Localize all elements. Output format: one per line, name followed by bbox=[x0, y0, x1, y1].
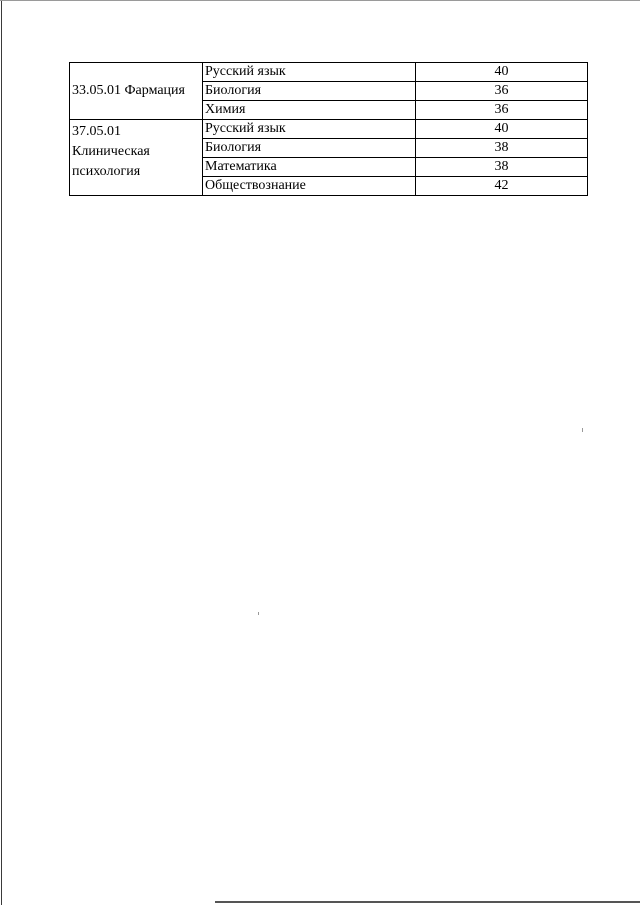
score-cell: 40 bbox=[416, 63, 588, 82]
min-scores-table bbox=[69, 62, 588, 196]
subject-cell: Биология bbox=[203, 82, 416, 101]
subject-cell: Обществознание bbox=[203, 177, 416, 196]
score-cell: 36 bbox=[416, 101, 588, 120]
program-name-line: Клиническая bbox=[72, 144, 150, 159]
scan-speck bbox=[582, 428, 583, 432]
subject-cell: Математика bbox=[203, 158, 416, 177]
page-edge-top bbox=[0, 0, 640, 1]
table-row bbox=[70, 63, 588, 82]
subject-cell: Химия bbox=[203, 101, 416, 120]
score-cell: 42 bbox=[416, 177, 588, 196]
subject-cell: Биология bbox=[203, 139, 416, 158]
program-name: 33.05.01 Фармация bbox=[72, 83, 185, 98]
program-name-line: психология bbox=[72, 164, 141, 179]
page-edge-left bbox=[1, 0, 2, 905]
program-name-line: 37.05.01 bbox=[72, 124, 121, 139]
score-cell: 38 bbox=[416, 158, 588, 177]
page-edge-bottom bbox=[215, 901, 640, 903]
subject-cell: Русский язык bbox=[203, 63, 416, 82]
score-cell: 38 bbox=[416, 139, 588, 158]
score-cell: 40 bbox=[416, 120, 588, 139]
table-row bbox=[70, 120, 588, 139]
subject-cell: Русский язык bbox=[203, 120, 416, 139]
program-cell bbox=[70, 63, 203, 120]
score-cell: 36 bbox=[416, 82, 588, 101]
scan-speck bbox=[258, 612, 259, 615]
program-cell bbox=[70, 120, 203, 196]
